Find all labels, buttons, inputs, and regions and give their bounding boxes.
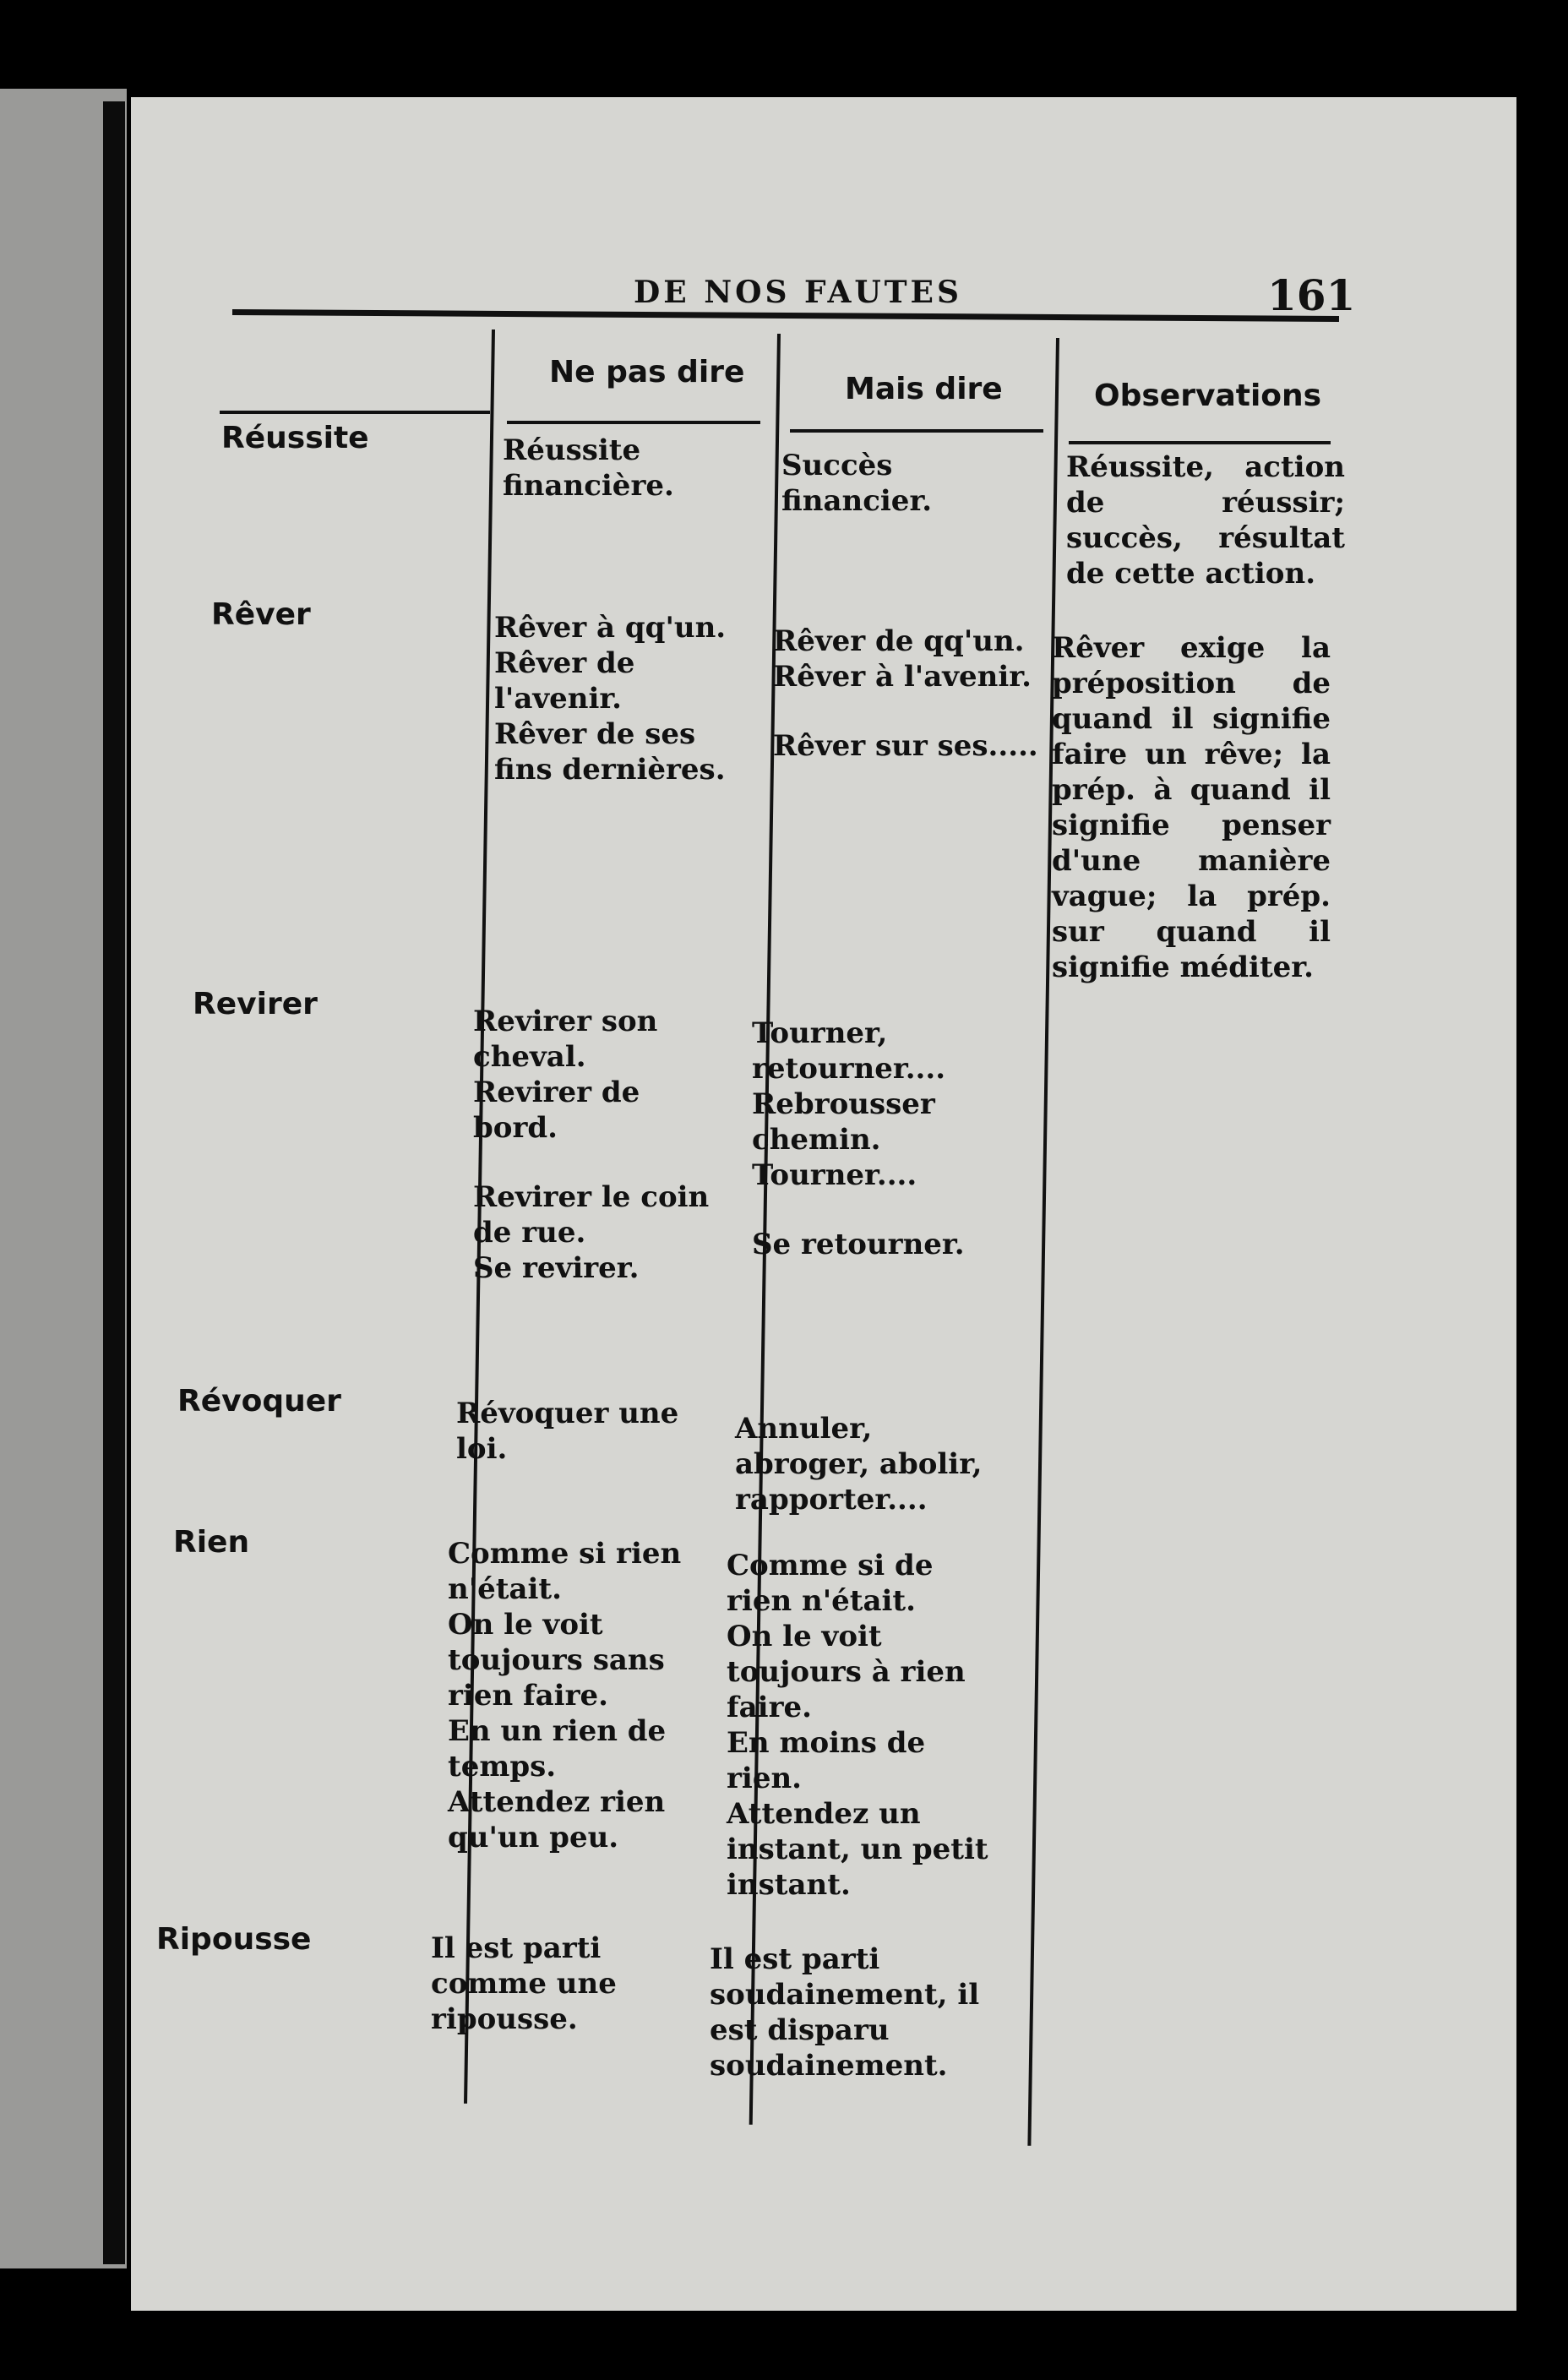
entry-word: Rêver xyxy=(211,597,311,632)
mais-dire-line: Se retourner. xyxy=(752,1228,965,1261)
mais-dire-cell xyxy=(781,448,1052,519)
ne-pas-dire-line: En un rien de temps. xyxy=(448,1714,667,1784)
ne-pas-dire-line: Révoquer une loi. xyxy=(456,1397,679,1466)
ne-pas-dire-line: Il est parti comme une ripousse. xyxy=(431,1931,617,2036)
ne-pas-dire-line: Rêver de ses fins dernières. xyxy=(494,717,726,787)
entry-word: Rien xyxy=(173,1525,250,1560)
entry-word: Réussite xyxy=(221,421,369,455)
ne-pas-dire-cell xyxy=(448,1536,701,1855)
entry-word: Revirer xyxy=(193,987,318,1021)
column-header-observations: Observations xyxy=(1094,379,1322,413)
mais-dire-cell xyxy=(735,1411,1005,1517)
running-title: DE NOS FAUTES xyxy=(634,275,962,310)
mais-dire-line: Tourner, retourner.... xyxy=(752,1016,946,1086)
mais-dire-line: Annuler, abroger, abolir, rapporter.... xyxy=(735,1412,983,1517)
mais-dire-line: Rebrousser chemin. xyxy=(752,1087,935,1157)
ne-pas-dire-cell xyxy=(431,1931,684,2037)
mais-dire-cell xyxy=(727,1548,997,1903)
ne-pas-dire-cell xyxy=(494,610,748,787)
mais-dire-line: En moins de rien. xyxy=(727,1726,926,1795)
mais-dire-cell xyxy=(710,1942,980,2083)
ne-pas-dire-cell xyxy=(503,433,756,504)
column-header-ne-pas-dire: Ne pas dire xyxy=(549,355,745,389)
observation-cell: Réussite, action de réussir; succès, résultat de cette action. xyxy=(1066,450,1345,591)
mais-dire-line: Il est parti soudainement, il est disparu soudainement. xyxy=(710,1942,980,2083)
entry-word: Ripousse xyxy=(156,1922,312,1957)
ne-pas-dire-line: Comme si rien n'était. xyxy=(448,1537,682,1606)
observations-underline xyxy=(1069,441,1331,444)
ne-pas-dire-line: On le voit toujours sans rien faire. xyxy=(448,1608,665,1713)
ne-pas-dire-underline xyxy=(507,421,760,424)
book-spine-edge xyxy=(103,101,125,2264)
ne-pas-dire-line: Revirer le coin de rue. xyxy=(473,1180,710,1250)
ne-pas-dire-line: Réussite financière. xyxy=(503,433,674,503)
mais-dire-cell xyxy=(752,1016,1022,1262)
mais-dire-line: Rêver sur ses..... xyxy=(773,729,1038,763)
mais-dire-underline xyxy=(790,429,1043,433)
ne-pas-dire-line: Rêver de l'avenir. xyxy=(494,646,635,716)
entry-word: Révoquer xyxy=(177,1384,341,1419)
ne-pas-dire-line: Revirer son cheval. xyxy=(473,1005,658,1074)
ne-pas-dire-line: Se revirer. xyxy=(473,1251,640,1285)
ne-pas-dire-cell xyxy=(473,1004,727,1286)
observation-cell: Rêver exige la préposition de quand il signifie faire un rêve; la prép. à quand il signifie penser d'une manière vague; la prép. sur quand il signifie méditer. xyxy=(1052,631,1331,984)
ne-pas-dire-cell xyxy=(456,1396,710,1467)
mais-dire-line: Tourner.... xyxy=(752,1158,917,1192)
left-underline xyxy=(220,411,490,414)
mais-dire-line: Comme si de rien n'était. xyxy=(727,1549,934,1618)
mais-dire-line: Rêver de qq'un. xyxy=(773,624,1025,658)
mais-dire-line: Attendez un instant, un petit instant. xyxy=(727,1797,988,1902)
mais-dire-cell xyxy=(773,624,1043,764)
mais-dire-line: Succès financier. xyxy=(781,449,933,518)
column-header-mais-dire: Mais dire xyxy=(845,372,1003,406)
ne-pas-dire-line: Revirer de bord. xyxy=(473,1076,640,1145)
mais-dire-line: Rêver à l'avenir. xyxy=(773,660,1032,694)
page-number: 161 xyxy=(1267,270,1356,320)
mais-dire-line: On le voit toujours à rien faire. xyxy=(727,1620,966,1724)
ne-pas-dire-line: Rêver à qq'un. xyxy=(494,611,727,645)
ne-pas-dire-line: Attendez rien qu'un peu. xyxy=(448,1785,666,1854)
